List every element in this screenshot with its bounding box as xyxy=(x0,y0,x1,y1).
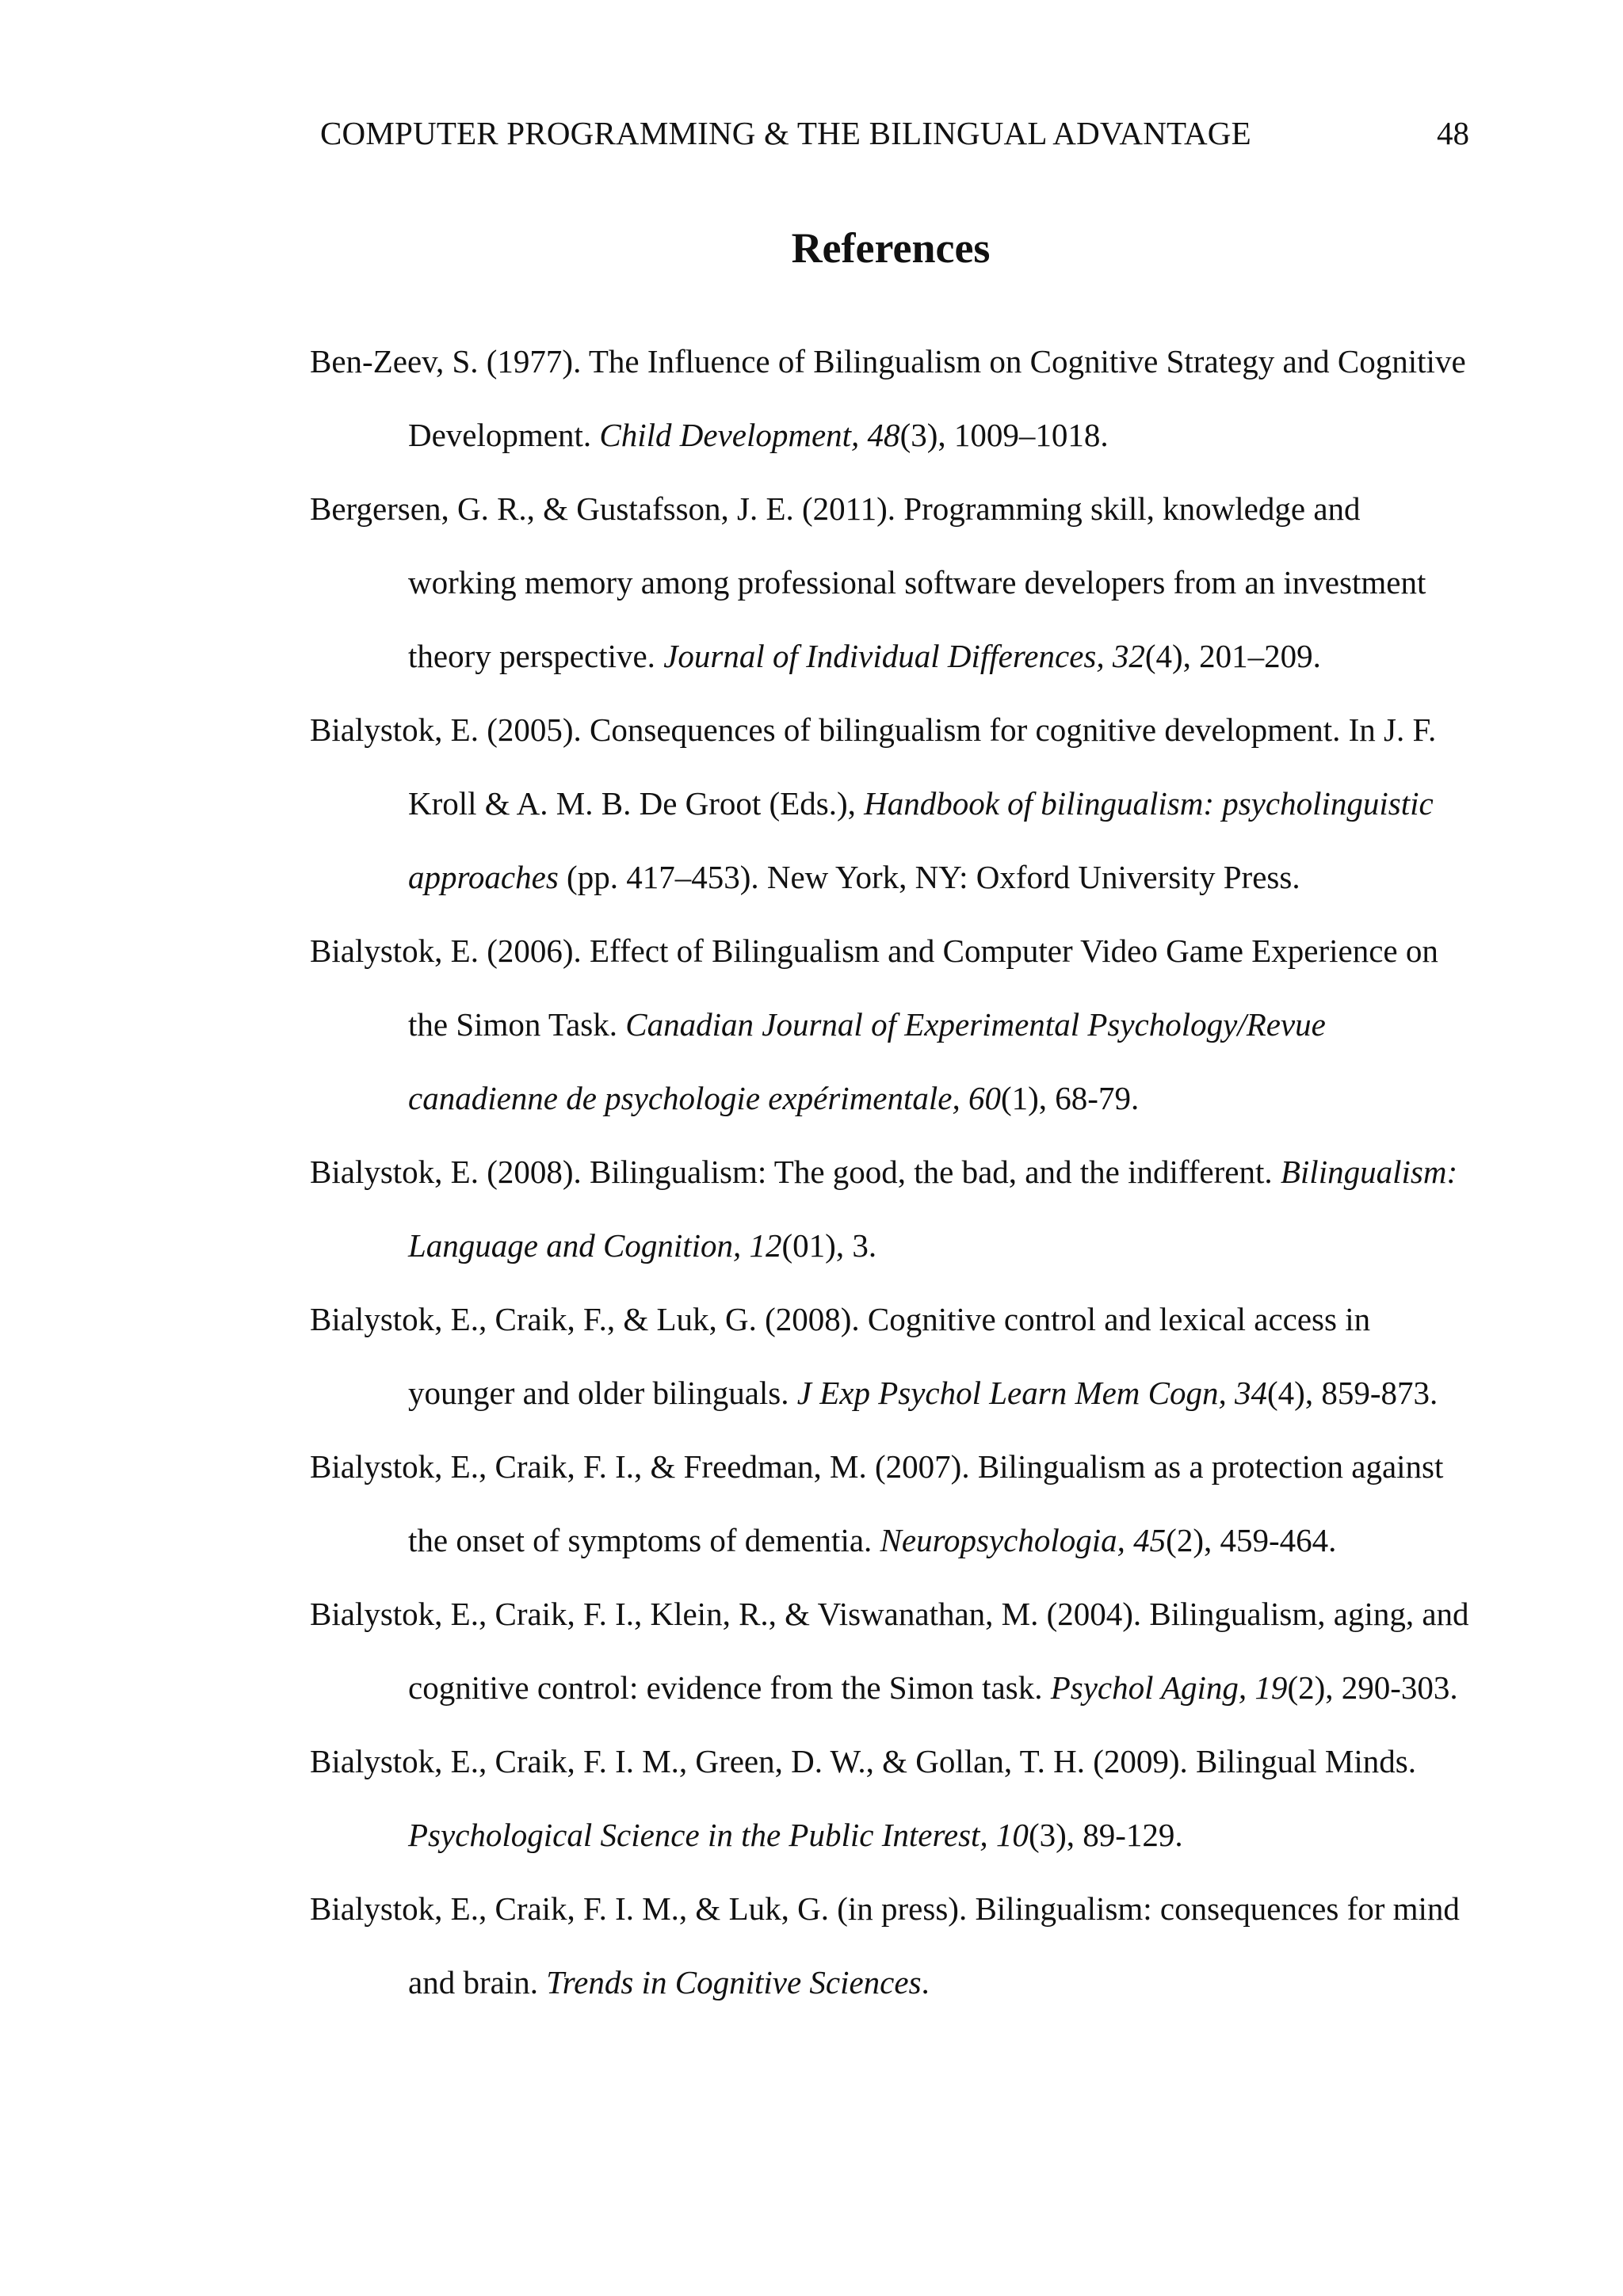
reference-entry xyxy=(310,1430,1475,1577)
reference-list xyxy=(310,325,1475,2019)
reference-text: Bialystok, E., Craik, F. I. M., Green, D. W., & Gollan, T. H. (2009). Bilingual Minds. xyxy=(310,1743,1416,1779)
reference-source: Handbook of bilingualism: psycholinguistic approaches xyxy=(408,785,1434,895)
reference-details: (01), 3. xyxy=(781,1227,877,1264)
reference-source: Neuropsychologia, 45 xyxy=(880,1522,1167,1558)
reference-text: Bialystok, E., Craik, F. I. M., & Luk, G. (in press). Bilingualism: consequences for mind and brain. xyxy=(310,1890,1460,2000)
reference-text: Bialystok, E. (2008). Bilingualism: The good, the bad, and the indifferent. xyxy=(310,1154,1281,1190)
reference-entry xyxy=(310,1577,1475,1725)
reference-details: (4), 201–209. xyxy=(1144,638,1321,674)
reference-details: (3), 1009–1018. xyxy=(899,417,1109,453)
reference-details: (2), 290-303. xyxy=(1287,1669,1458,1706)
reference-text: Bialystok, E., Craik, F., & Luk, G. (2008). Cognitive control and lexical access in younger and older bilinguals. xyxy=(310,1301,1371,1411)
reference-source: Child Development, 48 xyxy=(599,417,900,453)
reference-source: Bilingualism: Language and Cognition, 12 xyxy=(408,1154,1458,1264)
reference-text: Ben-Zeev, S. (1977). The Influence of Bilingualism on Cognitive Strategy and Cognitive Development. xyxy=(310,343,1466,453)
reference-text: Bialystok, E. (2006). Effect of Bilingualism and Computer Video Game Experience on the Simon Task. xyxy=(310,933,1438,1043)
page-number: 48 xyxy=(1437,115,1469,151)
reference-entry xyxy=(310,693,1475,914)
reference-source: Canadian Journal of Experimental Psychology/Revue canadienne de psychologie expérimentale, 60 xyxy=(408,1006,1326,1116)
reference-entry xyxy=(310,1725,1475,1872)
reference-source: J Exp Psychol Learn Mem Cogn, 34 xyxy=(796,1375,1268,1411)
reference-entry xyxy=(310,325,1475,472)
reference-entry xyxy=(310,1283,1475,1430)
reference-source: Psychological Science in the Public Interest, 10 xyxy=(408,1817,1029,1853)
reference-details: (1), 68-79. xyxy=(1001,1080,1140,1116)
reference-entry xyxy=(310,1872,1475,2019)
reference-text: Bialystok, E. (2005). Consequences of bilingualism for cognitive development. In J. F. Kroll & A. M. B. De Groot (Eds.), xyxy=(310,711,1437,822)
reference-entry xyxy=(310,914,1475,1135)
section-heading: References xyxy=(791,224,991,272)
reference-details: (4), 859-873. xyxy=(1267,1375,1438,1411)
reference-details: (2), 459-464. xyxy=(1166,1522,1337,1558)
reference-details: (3), 89-129. xyxy=(1028,1817,1183,1853)
reference-text: Bergersen, G. R., & Gustafsson, J. E. (2011). Programming skill, knowledge and working memory among professional software developers from an investment theory perspective. xyxy=(310,490,1426,674)
reference-entry xyxy=(310,472,1475,693)
reference-source: Trends in Cognitive Sciences xyxy=(546,1964,922,2000)
reference-details: . xyxy=(921,1964,930,2000)
reference-source: Psychol Aging, 19 xyxy=(1050,1669,1288,1706)
reference-text: Bialystok, E., Craik, F. I., Klein, R., & Viswanathan, M. (2004). Bilingualism, aging, and cognitive control: evidence from the Simon task. xyxy=(310,1596,1469,1706)
reference-text: Bialystok, E., Craik, F. I., & Freedman, M. (2007). Bilingualism as a protection against the onset of symptoms of dementia. xyxy=(310,1448,1444,1558)
reference-source: Journal of Individual Differences, 32 xyxy=(663,638,1145,674)
running-head: COMPUTER PROGRAMMING & THE BILINGUAL ADVANTAGE xyxy=(320,115,1251,151)
reference-entry xyxy=(310,1135,1475,1283)
reference-details: (pp. 417–453). New York, NY: Oxford University Press. xyxy=(558,859,1300,895)
